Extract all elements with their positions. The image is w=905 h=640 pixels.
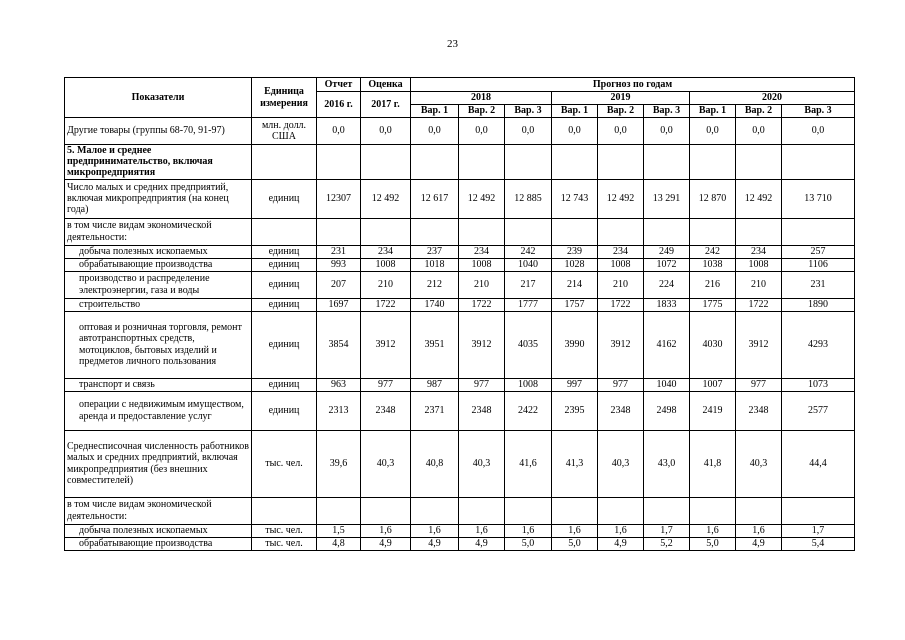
table-row <box>65 430 855 497</box>
table-cell <box>736 145 782 180</box>
table-cell: 12 492 <box>736 179 782 218</box>
table-cell: 1,6 <box>459 524 505 537</box>
table-row <box>65 245 855 258</box>
table-cell: 1,7 <box>644 524 690 537</box>
table-cell: 1008 <box>598 258 644 271</box>
table-cell <box>459 145 505 180</box>
table-cell: 3912 <box>736 311 782 378</box>
table-cell: 963 <box>317 378 361 391</box>
variant-header: Вар. 3 <box>782 105 855 118</box>
year-2020-header: 2020 <box>690 92 855 105</box>
table-cell: 3951 <box>411 311 459 378</box>
table-cell: 217 <box>505 271 552 298</box>
table-row <box>65 391 855 430</box>
table-cell: 234 <box>361 245 411 258</box>
table-cell: 1890 <box>782 298 855 311</box>
row-label: в том числе видам экономической деятельности: <box>65 218 252 245</box>
table-cell: 4,8 <box>317 537 361 550</box>
table-cell: 5,0 <box>690 537 736 550</box>
table-cell: 41,6 <box>505 430 552 497</box>
table-cell <box>411 145 459 180</box>
table-cell: 41,8 <box>690 430 736 497</box>
row-label: Число малых и средних предприятий, включая микропредприятия (на конец года) <box>65 179 252 218</box>
row-unit: тыс. чел. <box>252 524 317 537</box>
table-cell <box>411 218 459 245</box>
table-cell: 12 492 <box>459 179 505 218</box>
variant-header: Вар. 2 <box>736 105 782 118</box>
table-cell: 1722 <box>459 298 505 311</box>
table-cell: 40,3 <box>459 430 505 497</box>
table-cell: 1722 <box>598 298 644 311</box>
table-cell: 0,0 <box>459 118 505 145</box>
table-cell: 43,0 <box>644 430 690 497</box>
table-cell <box>505 145 552 180</box>
unit-header: Единица измерения <box>252 78 317 118</box>
table-cell: 1,6 <box>736 524 782 537</box>
table-cell: 993 <box>317 258 361 271</box>
table-cell: 997 <box>552 378 598 391</box>
row-label: добыча полезных ископаемых <box>65 245 252 258</box>
table-cell: 4035 <box>505 311 552 378</box>
table-header <box>65 78 855 118</box>
table-cell: 242 <box>505 245 552 258</box>
table-cell: 1775 <box>690 298 736 311</box>
table-cell: 216 <box>690 271 736 298</box>
table-cell: 4030 <box>690 311 736 378</box>
variant-header: Вар. 2 <box>459 105 505 118</box>
table-cell: 242 <box>690 245 736 258</box>
table-cell: 977 <box>361 378 411 391</box>
table-cell: 210 <box>459 271 505 298</box>
table-cell: 1740 <box>411 298 459 311</box>
row-label: транспорт и связь <box>65 378 252 391</box>
table-cell: 1,7 <box>782 524 855 537</box>
page-number: 23 <box>447 38 458 50</box>
report-header: Отчет <box>317 78 361 92</box>
row-unit: тыс. чел. <box>252 537 317 550</box>
table-cell: 3854 <box>317 311 361 378</box>
table-cell: 12 617 <box>411 179 459 218</box>
table-row <box>65 378 855 391</box>
table-cell: 1833 <box>644 298 690 311</box>
table-cell: 3912 <box>361 311 411 378</box>
table-cell: 0,0 <box>411 118 459 145</box>
table-cell: 234 <box>736 245 782 258</box>
table-cell: 2419 <box>690 391 736 430</box>
table-cell: 1008 <box>459 258 505 271</box>
table-cell: 0,0 <box>782 118 855 145</box>
table-cell: 2348 <box>361 391 411 430</box>
table-cell: 0,0 <box>317 118 361 145</box>
row-unit: единиц <box>252 271 317 298</box>
table-cell: 977 <box>598 378 644 391</box>
table-cell: 0,0 <box>361 118 411 145</box>
table-cell: 239 <box>552 245 598 258</box>
table-cell <box>317 497 361 524</box>
row-unit: млн. долл. США <box>252 118 317 145</box>
table-cell: 39,6 <box>317 430 361 497</box>
table-cell <box>361 497 411 524</box>
table-cell <box>552 497 598 524</box>
table-cell: 1,6 <box>690 524 736 537</box>
variant-header: Вар. 1 <box>690 105 736 118</box>
table-cell: 3990 <box>552 311 598 378</box>
table-cell <box>690 497 736 524</box>
table-cell: 4,9 <box>411 537 459 550</box>
table-cell: 4,9 <box>736 537 782 550</box>
table-body <box>65 118 855 551</box>
row-unit: единиц <box>252 311 317 378</box>
variant-header: Вар. 3 <box>505 105 552 118</box>
table-cell: 214 <box>552 271 598 298</box>
table-cell <box>782 497 855 524</box>
table-cell: 207 <box>317 271 361 298</box>
table-cell: 4,9 <box>361 537 411 550</box>
row-unit <box>252 218 317 245</box>
table-cell: 231 <box>782 271 855 298</box>
table-cell: 12 492 <box>598 179 644 218</box>
forecast-table <box>64 77 855 551</box>
row-unit: тыс. чел. <box>252 430 317 497</box>
row-unit: единиц <box>252 391 317 430</box>
table-row <box>65 298 855 311</box>
table-cell <box>505 497 552 524</box>
table-cell: 987 <box>411 378 459 391</box>
table-cell: 1028 <box>552 258 598 271</box>
table-row <box>65 311 855 378</box>
table-cell <box>690 145 736 180</box>
table-cell: 234 <box>459 245 505 258</box>
table-row <box>65 258 855 271</box>
table-cell <box>552 145 598 180</box>
table-cell: 12307 <box>317 179 361 218</box>
table-cell: 0,0 <box>505 118 552 145</box>
table-cell <box>690 218 736 245</box>
row-unit <box>252 497 317 524</box>
table-cell: 210 <box>598 271 644 298</box>
table-row <box>65 179 855 218</box>
table-cell <box>552 218 598 245</box>
table-cell <box>782 145 855 180</box>
table-cell: 2348 <box>459 391 505 430</box>
table-cell: 2395 <box>552 391 598 430</box>
year-2019-header: 2019 <box>552 92 690 105</box>
row-label: строительство <box>65 298 252 311</box>
table-cell: 1008 <box>505 378 552 391</box>
table-cell <box>598 218 644 245</box>
table-cell: 0,0 <box>736 118 782 145</box>
table-cell <box>505 218 552 245</box>
table-cell: 1,6 <box>598 524 644 537</box>
table-cell: 977 <box>459 378 505 391</box>
table-cell: 1722 <box>736 298 782 311</box>
table-cell: 1008 <box>361 258 411 271</box>
table-cell: 210 <box>361 271 411 298</box>
table-row <box>65 271 855 298</box>
table-cell: 13 291 <box>644 179 690 218</box>
table-cell: 1040 <box>505 258 552 271</box>
variant-header: Вар. 1 <box>552 105 598 118</box>
row-label: 5. Малое и среднее предпринимательство, включая микропредприятия <box>65 145 252 180</box>
table-cell <box>361 218 411 245</box>
row-unit: единиц <box>252 378 317 391</box>
table-cell: 210 <box>736 271 782 298</box>
table-cell <box>459 218 505 245</box>
table-cell: 2371 <box>411 391 459 430</box>
table-cell: 231 <box>317 245 361 258</box>
table-cell: 237 <box>411 245 459 258</box>
table-cell: 212 <box>411 271 459 298</box>
indicators-header: Показатели <box>65 78 252 118</box>
table-cell: 40,3 <box>598 430 644 497</box>
row-label: обрабатывающие производства <box>65 537 252 550</box>
table-cell <box>598 145 644 180</box>
row-label: Другие товары (группы 68-70, 91-97) <box>65 118 252 145</box>
table-cell: 2348 <box>736 391 782 430</box>
table-cell: 1,5 <box>317 524 361 537</box>
row-label: операции с недвижимым имуществом, аренда и предоставление услуг <box>65 391 252 430</box>
table-row <box>65 118 855 145</box>
table-cell: 2422 <box>505 391 552 430</box>
row-label: производство и распределение электроэнергии, газа и воды <box>65 271 252 298</box>
table-cell: 2498 <box>644 391 690 430</box>
estimate-header: Оценка <box>361 78 411 92</box>
table-cell: 1757 <box>552 298 598 311</box>
table-cell: 224 <box>644 271 690 298</box>
table-cell: 1008 <box>736 258 782 271</box>
row-label: обрабатывающие производства <box>65 258 252 271</box>
row-label: Среднесписочная численность работников малых и средних предприятий, включая микропредприятия (без внешних совместителей) <box>65 430 252 497</box>
table-cell: 0,0 <box>598 118 644 145</box>
table-cell: 5,4 <box>782 537 855 550</box>
row-unit: единиц <box>252 245 317 258</box>
variant-header: Вар. 2 <box>598 105 644 118</box>
row-unit <box>252 145 317 180</box>
row-label: оптовая и розничная торговля, ремонт автотранспортных средств, мотоциклов, бытовых изделий и предметов личного пользования <box>65 311 252 378</box>
table-row <box>65 537 855 550</box>
table-cell: 12 492 <box>361 179 411 218</box>
table-cell <box>736 218 782 245</box>
forecast-header: Прогноз по годам <box>411 78 855 92</box>
row-label: добыча полезных ископаемых <box>65 524 252 537</box>
row-label: в том числе видам экономической деятельности: <box>65 497 252 524</box>
table-row <box>65 524 855 537</box>
table-cell: 12 885 <box>505 179 552 218</box>
table-cell: 4293 <box>782 311 855 378</box>
table-cell <box>459 497 505 524</box>
variant-header: Вар. 3 <box>644 105 690 118</box>
table-cell: 1722 <box>361 298 411 311</box>
table-cell: 249 <box>644 245 690 258</box>
row-unit: единиц <box>252 179 317 218</box>
table-cell: 5,0 <box>505 537 552 550</box>
table-cell: 2577 <box>782 391 855 430</box>
table-cell <box>317 145 361 180</box>
year-2018-header: 2018 <box>411 92 552 105</box>
table-cell: 5,0 <box>552 537 598 550</box>
table-cell: 234 <box>598 245 644 258</box>
table-cell: 0,0 <box>552 118 598 145</box>
table-cell <box>317 218 361 245</box>
table-row <box>65 497 855 524</box>
variant-header: Вар. 1 <box>411 105 459 118</box>
table-cell: 977 <box>736 378 782 391</box>
row-unit: единиц <box>252 258 317 271</box>
table-cell: 4,9 <box>598 537 644 550</box>
table-cell <box>411 497 459 524</box>
table-cell: 1038 <box>690 258 736 271</box>
row-unit: единиц <box>252 298 317 311</box>
table-cell: 3912 <box>459 311 505 378</box>
table-cell <box>644 218 690 245</box>
table-cell <box>598 497 644 524</box>
table-cell: 40,3 <box>361 430 411 497</box>
table-cell: 1,6 <box>361 524 411 537</box>
table-cell: 40,8 <box>411 430 459 497</box>
table-cell: 1777 <box>505 298 552 311</box>
table-cell: 0,0 <box>690 118 736 145</box>
table-cell: 1072 <box>644 258 690 271</box>
table-cell: 1,6 <box>505 524 552 537</box>
table-cell: 2313 <box>317 391 361 430</box>
table-cell: 13 710 <box>782 179 855 218</box>
table-cell: 12 870 <box>690 179 736 218</box>
table-cell: 1106 <box>782 258 855 271</box>
table-cell: 41,3 <box>552 430 598 497</box>
table-cell: 0,0 <box>644 118 690 145</box>
table-cell: 5,2 <box>644 537 690 550</box>
table-cell: 1018 <box>411 258 459 271</box>
table-cell: 44,4 <box>782 430 855 497</box>
table-cell: 257 <box>782 245 855 258</box>
table-cell: 1040 <box>644 378 690 391</box>
table-cell: 1,6 <box>552 524 598 537</box>
table-cell <box>736 497 782 524</box>
table-cell: 2348 <box>598 391 644 430</box>
year-2016-header: 2016 г. <box>317 92 361 118</box>
table-cell: 40,3 <box>736 430 782 497</box>
table-cell <box>644 497 690 524</box>
table-cell: 4162 <box>644 311 690 378</box>
table-cell: 1,6 <box>411 524 459 537</box>
table-cell <box>782 218 855 245</box>
table-cell <box>361 145 411 180</box>
table-cell: 12 743 <box>552 179 598 218</box>
table-cell: 1007 <box>690 378 736 391</box>
table-cell: 1073 <box>782 378 855 391</box>
table-cell: 4,9 <box>459 537 505 550</box>
table-row <box>65 145 855 180</box>
table-cell: 3912 <box>598 311 644 378</box>
year-2017-header: 2017 г. <box>361 92 411 118</box>
table-cell: 1697 <box>317 298 361 311</box>
table-row <box>65 218 855 245</box>
table-cell <box>644 145 690 180</box>
